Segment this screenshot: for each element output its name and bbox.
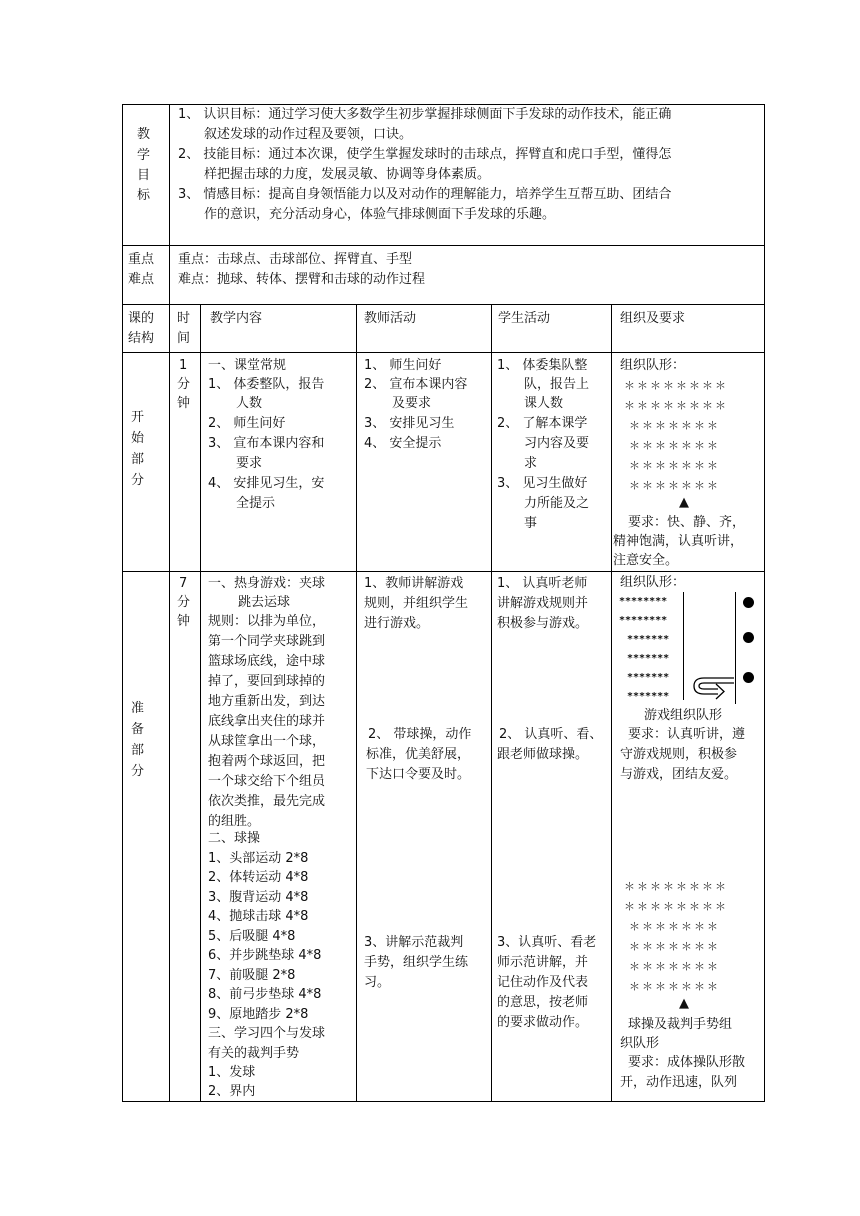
content-line: 规则：以排为单位，	[208, 614, 326, 629]
objective-line: 1、 认识目标：通过学习使大多数学生初步掌握排球侧面下手发球的动作技术，能正确	[178, 107, 672, 122]
col-divider	[169, 104, 170, 305]
content-line: 3、 宣布本课内容和	[208, 436, 325, 451]
column-header-structure: 结构	[128, 331, 155, 346]
content-line: 4、抛球击球 4*8	[208, 909, 309, 924]
student-line: 3、 见习生做好	[497, 476, 588, 491]
student-line: 师示范讲解，并	[497, 955, 589, 970]
teacher-line: 规则，并组织学生	[364, 596, 469, 611]
student-line: 1、 认真听老师	[497, 576, 588, 591]
column-header-time: 时	[177, 311, 191, 326]
content-line: 4、 安排见习生，安	[208, 476, 325, 491]
teacher-line: 1、 师生问好	[364, 358, 442, 373]
column-header-structure: 课的	[128, 311, 155, 326]
section-char: 分	[131, 764, 145, 779]
objectives-header-char: 学	[137, 148, 151, 163]
student-line: 讲解游戏规则并	[497, 596, 589, 611]
student-line: 跟老师做球操。	[497, 747, 589, 762]
teacher-line: 下达口令要及时。	[366, 767, 471, 782]
content-line: 6、并步跳垫球 4*8	[208, 948, 322, 963]
section-char: 备	[131, 722, 145, 737]
content-line: 底线拿出夹住的球并	[208, 714, 326, 729]
student-line: 的要求做动作。	[497, 1015, 589, 1030]
formation-row: ＊＊＊＊＊＊＊＊	[624, 880, 728, 893]
formation-row: ＊＊＊＊＊＊＊	[629, 419, 720, 432]
requirement-line: 开，动作迅速，队列	[620, 1075, 738, 1090]
ball-basket-icon	[743, 597, 754, 608]
formation-row: ＊＊＊＊＊＊＊	[629, 940, 720, 953]
objective-line: 叙述发球的动作过程及要领，口诀。	[204, 127, 413, 142]
teacher-line: 3、 安排见习生	[364, 416, 455, 431]
column-header-teacher: 教师活动	[364, 311, 417, 326]
col-divider	[611, 304, 612, 1102]
objectives-header-char: 标	[137, 188, 151, 203]
student-line: 1、 体委集队整	[497, 358, 588, 373]
student-line: 的意思，按老师	[497, 995, 589, 1010]
content-line: 2、界内	[208, 1084, 256, 1099]
content-line: 1、发球	[208, 1065, 256, 1080]
formation-row: ＊＊＊＊＊＊＊	[629, 459, 720, 472]
column-header-organization: 组织及要求	[620, 311, 686, 326]
game-row: *******	[627, 653, 670, 664]
time-line: 分	[177, 595, 191, 610]
content-line: 要求	[236, 456, 263, 471]
col-divider	[491, 304, 492, 1102]
student-line: 积极参与游戏。	[497, 616, 589, 631]
requirement-line: 要求：快、静、齐，	[628, 515, 746, 530]
formation-row: ＊＊＊＊＊＊＊＊	[624, 900, 728, 913]
content-line: 一个球交给下个组员	[208, 774, 326, 789]
row-divider	[122, 304, 765, 305]
formation-row: ＊＊＊＊＊＊＊＊	[624, 379, 728, 392]
requirement-line: 要求：成体操队形散	[628, 1055, 746, 1070]
teacher-line: 1、教师讲解游戏	[364, 576, 464, 591]
content-line: 8、前弓步垫球 4*8	[208, 987, 322, 1002]
content-line: 从球筐拿出一个球，	[208, 734, 326, 749]
ball-basket-icon	[743, 672, 754, 683]
key-point-line: 重点：击球点、击球部位、挥臂直、手型	[178, 252, 413, 267]
content-line: 2、体转运动 4*8	[208, 870, 309, 885]
content-line: 的组胜。	[208, 814, 261, 829]
requirement-line: 注意安全。	[613, 553, 679, 568]
game-row: ********	[619, 596, 668, 607]
formation-row: ＊＊＊＊＊＊＊	[629, 980, 720, 993]
game-row: ********	[619, 615, 668, 626]
time-line: 钟	[177, 614, 191, 629]
content-line: 跳去运球	[238, 595, 291, 610]
teacher-line: 手势，组织学生练	[364, 955, 469, 970]
formation-caption: 织队形	[620, 1036, 660, 1051]
objectives-header-char: 教	[137, 127, 151, 142]
student-line: 2、 认真听、看、	[499, 727, 603, 742]
key-point-line: 难点：抛球、转体、摆臂和击球的动作过程	[178, 272, 426, 287]
content-line: 依次类推，最先完成	[208, 794, 326, 809]
start-line	[683, 592, 684, 700]
content-line: 人数	[236, 396, 263, 411]
formation-row: ＊＊＊＊＊＊＊	[629, 920, 720, 933]
content-line: 一、热身游戏：夹球	[208, 576, 326, 591]
content-line: 1、头部运动 2*8	[208, 851, 309, 866]
teacher-line: 2、 宣布本课内容	[364, 377, 468, 392]
column-header-time: 间	[177, 331, 191, 346]
org-title: 组织队形：	[620, 575, 686, 590]
teacher-line: 2、 带球操，动作	[368, 727, 472, 742]
org-title: 组织队形：	[620, 358, 686, 373]
objective-line: 2、 技能目标：通过本次课，使学生掌握发球时的击球点，挥臂直和虎口手型，懂得怎	[178, 147, 672, 162]
formation-row: ＊＊＊＊＊＊＊＊	[624, 399, 728, 412]
col-divider	[169, 304, 170, 1102]
content-line: 一、课堂常规	[208, 358, 287, 373]
objectives-header-char: 目	[137, 168, 151, 183]
time-line: 1	[179, 358, 188, 373]
student-line: 3、认真听、看老	[497, 935, 597, 950]
col-divider	[356, 304, 357, 1102]
formation-row: ＊＊＊＊＊＊＊	[629, 960, 720, 973]
formation-caption: 球操及裁判手势组	[628, 1017, 733, 1032]
teacher-line: 及要求	[392, 396, 432, 411]
student-line: 力所能及之	[524, 496, 590, 511]
student-line: 事	[524, 516, 538, 531]
teacher-position-marker: ▲	[679, 495, 689, 510]
requirement-line: 要求：认真听讲，遵	[628, 727, 746, 742]
objective-line: 样把握击球的力度，发展灵敏、协调等身体素质。	[204, 167, 491, 182]
section-char: 准	[131, 701, 145, 716]
content-line: 7、前吸腿 2*8	[208, 968, 296, 983]
table-left-border	[122, 104, 123, 1102]
content-line: 抱着两个球返回，把	[208, 754, 326, 769]
content-line: 全提示	[236, 496, 276, 511]
section-char: 开	[131, 410, 145, 425]
formation-row: ＊＊＊＊＊＊＊	[629, 439, 720, 452]
student-line: 2、 了解本课学	[497, 416, 588, 431]
time-line: 分	[177, 377, 191, 392]
section-char: 始	[131, 431, 145, 446]
column-header-student: 学生活动	[498, 311, 551, 326]
section-char: 部	[131, 452, 145, 467]
key-points-header: 重点	[128, 252, 155, 267]
game-formation-caption: 游戏组织队形	[644, 708, 723, 723]
content-line: 9、原地踏步 2*8	[208, 1007, 309, 1022]
game-row: *******	[627, 691, 670, 702]
ball-basket-icon	[743, 632, 754, 643]
student-line: 课人数	[524, 396, 564, 411]
objective-line: 3、 情感目标：提高自身领悟能力以及对动作的理解能力，培养学生互帮互助、团结合	[178, 187, 672, 202]
table-right-border	[764, 104, 765, 1102]
content-line: 篮球场底线，途中球	[208, 654, 326, 669]
content-line: 三、学习四个与发球	[208, 1026, 326, 1041]
requirement-line: 精神饱满，认真听讲，	[613, 534, 744, 549]
row-divider	[122, 352, 765, 353]
teacher-position-marker: ▲	[679, 996, 689, 1011]
game-row: *******	[627, 672, 670, 683]
teacher-line: 3、讲解示范裁判	[364, 935, 464, 950]
content-line: 2、 师生问好	[208, 416, 286, 431]
content-line: 地方重新出发，到达	[208, 694, 326, 709]
teacher-line: 标准，优美舒展，	[366, 747, 471, 762]
key-points-header: 难点	[128, 272, 155, 287]
content-line: 掉了，要回到球掉的	[208, 674, 326, 689]
content-line: 第一个同学夹球跳到	[208, 634, 326, 649]
section-char: 分	[131, 473, 145, 488]
student-line: 求	[524, 456, 538, 471]
return-arrow-icon	[690, 670, 738, 706]
teacher-line: 进行游戏。	[364, 616, 430, 631]
section-char: 部	[131, 743, 145, 758]
student-line: 队，报告上	[524, 377, 590, 392]
student-line: 习内容及要	[524, 436, 590, 451]
teacher-line: 4、 安全提示	[364, 436, 442, 451]
formation-row: ＊＊＊＊＊＊＊	[629, 479, 720, 492]
content-line: 1、 体委整队，报告	[208, 377, 325, 392]
col-divider	[200, 304, 201, 1102]
time-line: 钟	[177, 396, 191, 411]
time-line: 7	[179, 576, 188, 591]
content-line: 有关的裁判手势	[208, 1046, 300, 1061]
requirement-line: 与游戏，团结友爱。	[620, 767, 738, 782]
game-row: *******	[627, 634, 670, 645]
content-line: 二、球操	[208, 831, 261, 846]
content-line: 5、后吸腿 4*8	[208, 929, 296, 944]
row-divider	[122, 571, 765, 572]
teacher-line: 习。	[364, 975, 391, 990]
objective-line: 作的意识，充分活动身心，体验气排球侧面下手发球的乐趣。	[204, 207, 556, 222]
column-header-content: 教学内容	[210, 311, 263, 326]
content-line: 3、腹背运动 4*8	[208, 890, 309, 905]
row-divider	[122, 245, 765, 246]
requirement-line: 守游戏规则，积极参	[620, 747, 738, 762]
student-line: 记住动作及代表	[497, 975, 589, 990]
